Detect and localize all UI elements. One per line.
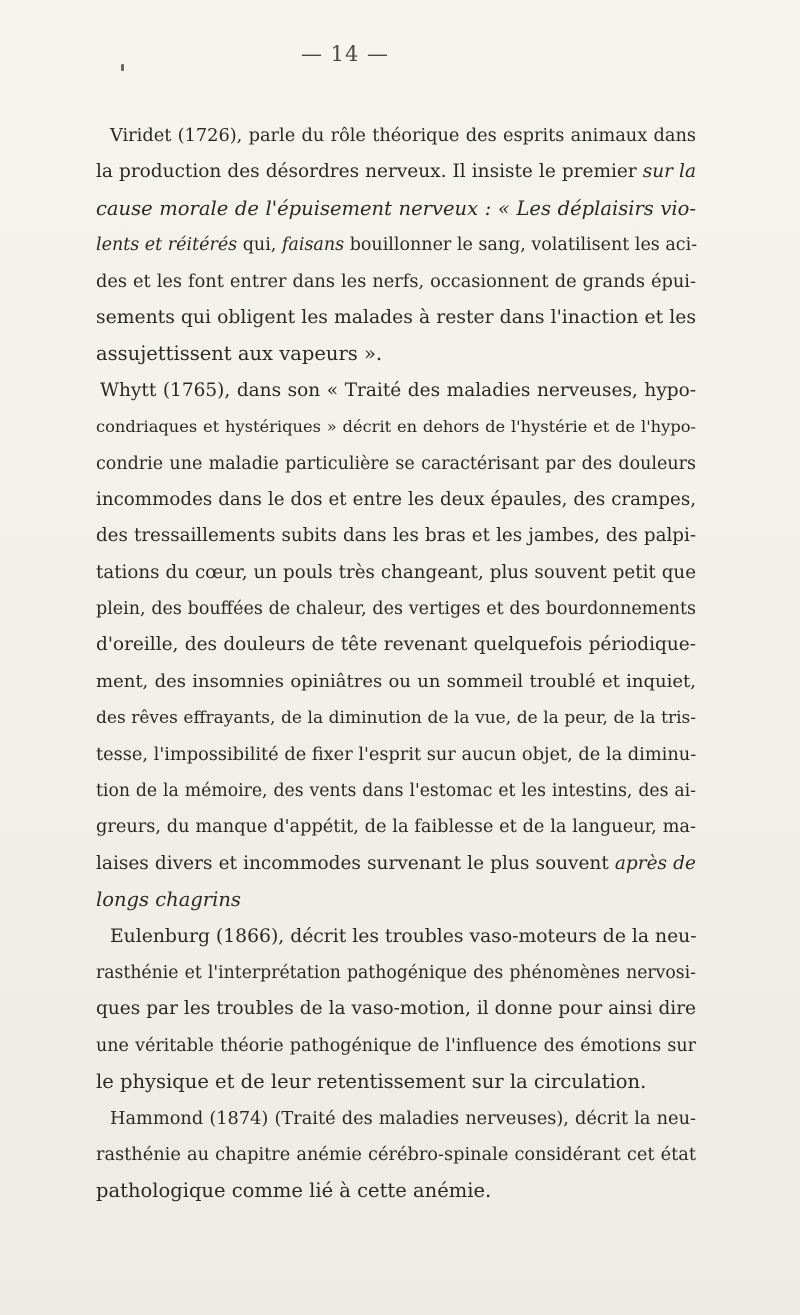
text-line: tesse, l'impossibilité de fixer l'esprit sur aucun objet, de la diminu- (96, 744, 697, 765)
text-line: Viridet (1726), parle du rôle théorique des esprits animaux dans (110, 126, 696, 146)
text-line: rasthénie au chapitre anémie cérébro-spinale considérant cet état (96, 1144, 696, 1165)
text-line: sements qui obligent les malades à rester dans l'inaction et les (96, 306, 696, 328)
text-line: tion de la mémoire, des vents dans l'estomac et les intestins, des ai- (96, 781, 696, 802)
text-line: des rêves effrayants, de la diminution de la vue, de la peur, de la tris- (96, 708, 696, 729)
text-line: condriaques et hystériques » décrit en dehors de l'hystérie et de l'hypo- (96, 417, 696, 437)
text-line: une véritable théorie pathogénique de l'influence des émotions sur (96, 1035, 696, 1056)
text-line: longs chagrins (96, 888, 241, 912)
text-line: condrie une maladie particulière se caractérisant par des douleurs (96, 453, 696, 474)
text-line: ques par les troubles de la vaso-motion, il donne pour ainsi dire (96, 998, 696, 1020)
text-line: pathologique comme lié à cette anémie. (96, 1179, 492, 1203)
text-line: Eulenburg (1866), décrit les troubles vaso-moteurs de la neu- (110, 925, 697, 947)
text-line: assujettissent aux vapeurs ». (96, 342, 383, 366)
text-line: laises divers et incommodes survenant le plus souvent après de (96, 852, 696, 874)
text-line: des tressaillements subits dans les bras et les jambes, des palpi- (96, 525, 696, 547)
text-line: d'oreille, des douleurs de tête revenant quelquefois périodique- (96, 634, 696, 656)
text-line: la production des désordres nerveux. Il insiste le premier sur la (96, 161, 696, 183)
page-number: — 14 — (300, 42, 390, 66)
text-line: ment, des insomnies opiniâtres ou un sommeil troublé et inquiet, (96, 670, 696, 692)
text-line: plein, des bouffées de chaleur, des vertiges et des bourdonnements (96, 599, 696, 620)
text-line: incommodes dans le dos et entre les deux épaules, des crampes, (96, 488, 696, 510)
text-line: greurs, du manque d'appétit, de la faiblesse et de la langueur, ma- (96, 817, 696, 838)
text-line: tations du cœur, un pouls très changeant, plus souvent petit que (96, 561, 696, 583)
text-line: cause morale de l'épuisement nerveux : « Les déplaisirs vio- (96, 196, 696, 220)
text-line: rasthénie et l'interprétation pathogénique des phénomènes nervosi- (96, 962, 696, 983)
text-line: lents et réitérés qui, faisans bouillonner le sang, volatilisent les aci- (96, 235, 698, 256)
text-line: le physique et de leur retentissement sur la circulation. (96, 1070, 647, 1094)
body-text (96, 118, 696, 1210)
text-line: Whytt (1765), dans son « Traité des maladies nerveuses, hypo- (100, 379, 696, 401)
text-line: Hammond (1874) (Traité des maladies nerveuses), décrit la neu- (110, 1108, 696, 1129)
text-line: des et les font entrer dans les nerfs, occasionnent de grands épui- (96, 271, 696, 292)
